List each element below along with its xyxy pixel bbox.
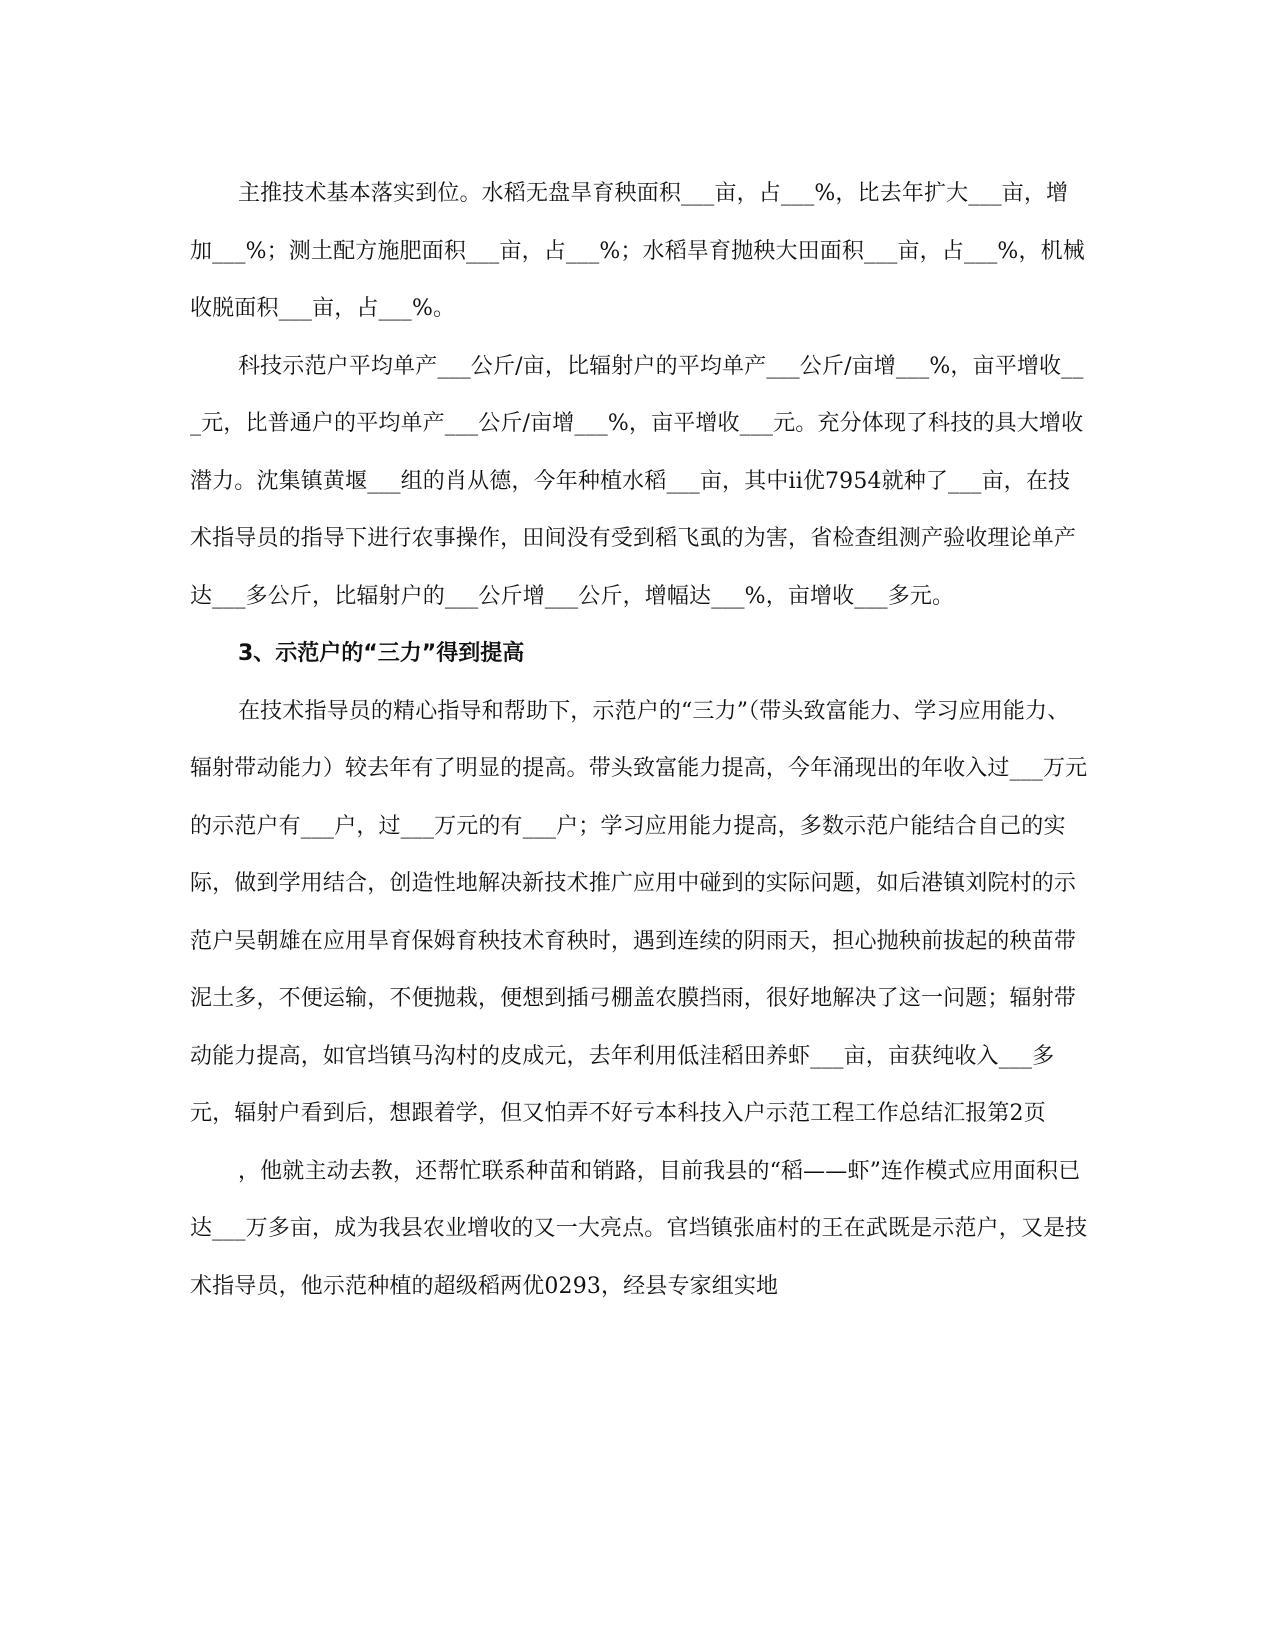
paragraph-main-tech: 主推技术基本落实到位。水稻无盘旱育秧面积___亩，占___%，比去年扩大___亩，增加___%；测土配方施肥面积___亩，占___%；水稻旱育抛秧大田面积___亩，占___%，机械收脱面积___亩，占___%。 <box>190 181 1085 321</box>
section-heading: 3、示范户的“三力”得到提高 <box>238 641 525 666</box>
document-body <box>190 165 1090 1315</box>
paragraph-three-abilities: 在技术指导员的精心指导和帮助下，示范户的“三力”（带头致富能力、学习应用能力、辐射带动能力）较去年有了明显的提高。带头致富能力提高，今年涌现出的年收入过___万元的示范户有___户，过___万元的有___户；学习应用能力提高，多数示范户能结合自己的实际，做到学用结合，创造性地解决新技术推广应用中碰到的实际问题，如后港镇刘院村的示范户吴朝雄在应用旱育保姆育秧技术育秧时，遇到连续的阴雨天，担心抛秧前拔起的秧苗带泥土多，不便运输，不便抛栽，便想到插弓棚盖农膜挡雨，很好地解决了这一问题；辐射带动能力提高，如官垱镇马沟村的皮成元，去年利用低洼稻田养虾___亩，亩获纯收入___多元，辐射户看到后，想跟着学，但又怕弄不好亏本科技入户示范工程工作总结汇报第2页 <box>190 698 1088 1126</box>
paragraph-continuation: ，他就主动去教，还帮忙联系种苗和销路，目前我县的“稻——虾”连作模式应用面积已达___万多亩，成为我县农业增收的又一大亮点。官垱镇张庙村的王在武既是示范户，又是技术指导员，他示范种植的超级稻两优0293，经县专家组实地 <box>190 1158 1088 1299</box>
paragraph-demo-households-yield: 科技示范户平均单产___公斤/亩，比辐射户的平均单产___公斤/亩增___%，亩平增收___元，比普通户的平均单产___公斤/亩增___%，亩平增收___元。充分体现了科技的具大增收潜力。沈集镇黄堰___组的肖从德，今年种植水稻___亩，其中ii优7954就种了___亩，在技术指导员的指导下进行农事操作，田间没有受到稻飞虱的为害，省检查组测产验收理论单产达___多公斤，比辐射户的___公斤增___公斤，增幅达___%，亩增收___多元。 <box>190 353 1084 609</box>
